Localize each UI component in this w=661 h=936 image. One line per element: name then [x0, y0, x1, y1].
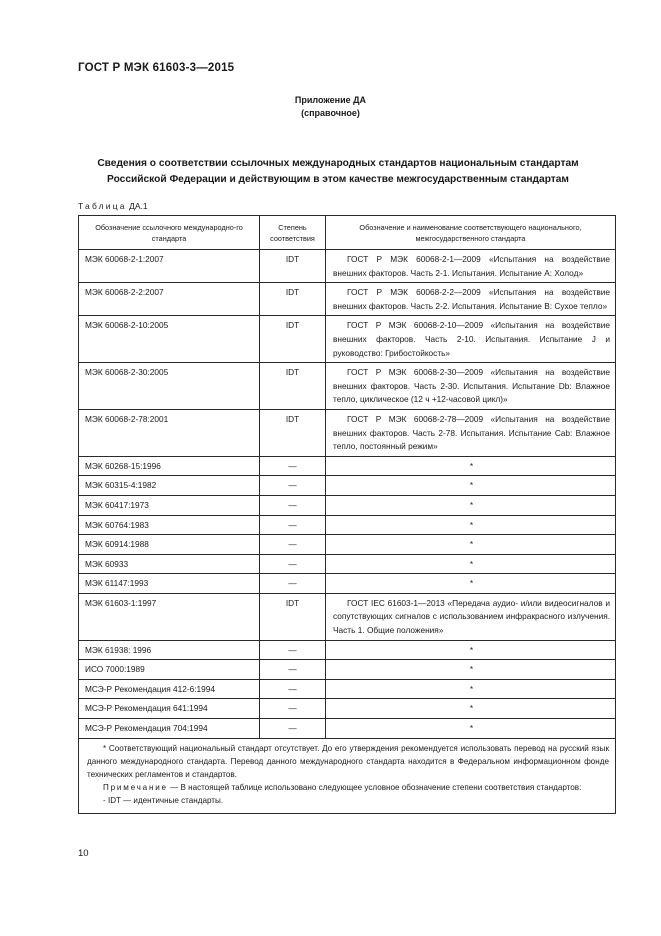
cell-national: * [326, 554, 616, 574]
table-row [79, 316, 616, 363]
table-row [79, 535, 616, 555]
table-row [79, 660, 616, 680]
cell-reference: МСЭ-Р Рекомендация 704:1994 [79, 719, 260, 739]
note-label: Примечание [103, 783, 168, 793]
cell-degree: — [260, 535, 326, 555]
annex-title: Приложение ДА [294, 95, 367, 105]
note-item: - IDT — идентичные стандарты. [103, 796, 224, 806]
column-header-reference: Обозначение ссылочного международно-го стандарта [79, 216, 260, 250]
cell-national: * [326, 495, 616, 515]
cell-degree: — [260, 495, 326, 515]
cell-national: ГОСТ IEC 61603-1—2013 «Передача аудио- и/или видеосигналов и сопутствующих сигналов с использованием инфракрасного излучения. Часть 1. Общие положения» [326, 593, 616, 640]
cell-national: ГОСТ Р МЭК 60068-2-78—2009 «Испытания на воздействие внешних факторов. Часть 2-78. Испытания. Испытание Cab: Влажное тепло, постоянный режим» [326, 409, 616, 456]
note-text: — В настоящей таблице использовано следующее условное обозначение степени соответствия стандартов: [170, 783, 582, 793]
cell-reference: МЭК 61938: 1996 [79, 640, 260, 660]
table-row [79, 699, 616, 719]
table-row [79, 515, 616, 535]
cell-reference: МЭК 60068-2-2:2007 [79, 283, 260, 316]
cell-degree: IDT [260, 316, 326, 363]
cell-degree: — [260, 456, 326, 476]
cell-degree: — [260, 699, 326, 719]
cell-reference: МСЭ-Р Рекомендация 641:1994 [79, 699, 260, 719]
cell-national: * [326, 574, 616, 594]
cell-reference: МЭК 60764:1983 [79, 515, 260, 535]
table-caption [78, 201, 148, 211]
cell-degree: — [260, 719, 326, 739]
cell-degree: IDT [260, 283, 326, 316]
cell-degree: — [260, 640, 326, 660]
cell-national: * [326, 660, 616, 680]
table-row [79, 283, 616, 316]
table-row [79, 719, 616, 739]
table-row [79, 456, 616, 476]
cell-reference: МЭК 60914:1988 [79, 535, 260, 555]
section-heading-line2: Российской Федерации и действующим в этом качестве межгосударственным стандартам [107, 174, 569, 185]
cell-national: * [326, 535, 616, 555]
cell-reference: ИСО 7000:1989 [79, 660, 260, 680]
cell-reference: МЭК 60268-15:1996 [79, 456, 260, 476]
table-row [79, 495, 616, 515]
table-row [79, 554, 616, 574]
cell-national: * [326, 515, 616, 535]
cell-degree: — [260, 515, 326, 535]
section-heading-line1: Сведения о соответствии ссылочных международных стандартов национальным стандартам [97, 158, 579, 169]
cell-degree: IDT [260, 409, 326, 456]
cell-reference: МСЭ-Р Рекомендация 412-6:1994 [79, 679, 260, 699]
cell-national: ГОСТ Р МЭК 60068-2-10—2009 «Испытания на воздействие внешних факторов. Часть 2-10. Испытания. Испытание J и руководство: Грибостойкость» [326, 316, 616, 363]
page-number: 10 [78, 848, 89, 859]
cell-degree: IDT [260, 250, 326, 283]
note-paragraph [87, 781, 609, 794]
cell-national: * [326, 640, 616, 660]
table-row [79, 250, 616, 283]
cell-degree: — [260, 476, 326, 496]
cell-national: ГОСТ Р МЭК 60068-2-30—2009 «Испытания на воздействие внешних факторов. Часть 2-30. Испытания. Испытание Db: Влажное тепло, циклическое (12 ч +12-часовой цикл)» [326, 363, 616, 410]
cell-national: * [326, 719, 616, 739]
table-header-row [79, 216, 616, 250]
cell-national: ГОСТ Р МЭК 60068-2-1—2009 «Испытания на воздействие внешних факторов. Часть 2-1. Испытания. Испытание А: Холод» [326, 250, 616, 283]
footnote-text: * Соответствующий национальный стандарт отсутствует. До его утверждения рекомендуется использовать перевод на русский язык данного международного стандарта. Перевод данного международного стандарта находится в Федеральном информационном фонде технических регламентов и стандартов. [87, 743, 609, 780]
cell-reference: МЭК 60933 [79, 554, 260, 574]
cell-degree: — [260, 660, 326, 680]
cell-national: * [326, 456, 616, 476]
column-header-degree: Степень соответствия [260, 216, 326, 250]
table-row [79, 679, 616, 699]
cell-reference: МЭК 61147:1993 [79, 574, 260, 594]
cell-degree: — [260, 554, 326, 574]
table-caption-number: ДА.1 [129, 201, 148, 211]
cell-national: * [326, 699, 616, 719]
column-header-national: Обозначение и наименование соответствующего национального, межгосударственного стандарта [326, 216, 616, 250]
correspondence-table [78, 215, 616, 814]
table-row [79, 409, 616, 456]
cell-degree: — [260, 574, 326, 594]
cell-reference: МЭК 60417:1973 [79, 495, 260, 515]
cell-reference: МЭК 60315-4:1982 [79, 476, 260, 496]
table-row [79, 593, 616, 640]
cell-degree: IDT [260, 363, 326, 410]
cell-national: ГОСТ Р МЭК 60068-2-2—2009 «Испытания на воздействие внешних факторов. Часть 2-2. Испытания. Испытание В: Сухое тепло» [326, 283, 616, 316]
cell-reference: МЭК 60068-2-78:2001 [79, 409, 260, 456]
table-notes-row [79, 738, 616, 813]
table-row [79, 363, 616, 410]
table-row [79, 640, 616, 660]
cell-national: * [326, 679, 616, 699]
table-row [79, 476, 616, 496]
cell-reference: МЭК 60068-2-30:2005 [79, 363, 260, 410]
cell-reference: МЭК 60068-2-1:2007 [79, 250, 260, 283]
document-header: ГОСТ Р МЭК 61603-3—2015 [78, 62, 235, 74]
cell-degree: IDT [260, 593, 326, 640]
table-caption-word: Таблица [78, 201, 127, 211]
table-notes [79, 738, 616, 813]
cell-degree: — [260, 679, 326, 699]
cell-reference: МЭК 60068-2-10:2005 [79, 316, 260, 363]
cell-national: * [326, 476, 616, 496]
cell-reference: МЭК 61603-1:1997 [79, 593, 260, 640]
table-row [79, 574, 616, 594]
annex-note: (справочное) [301, 108, 360, 118]
